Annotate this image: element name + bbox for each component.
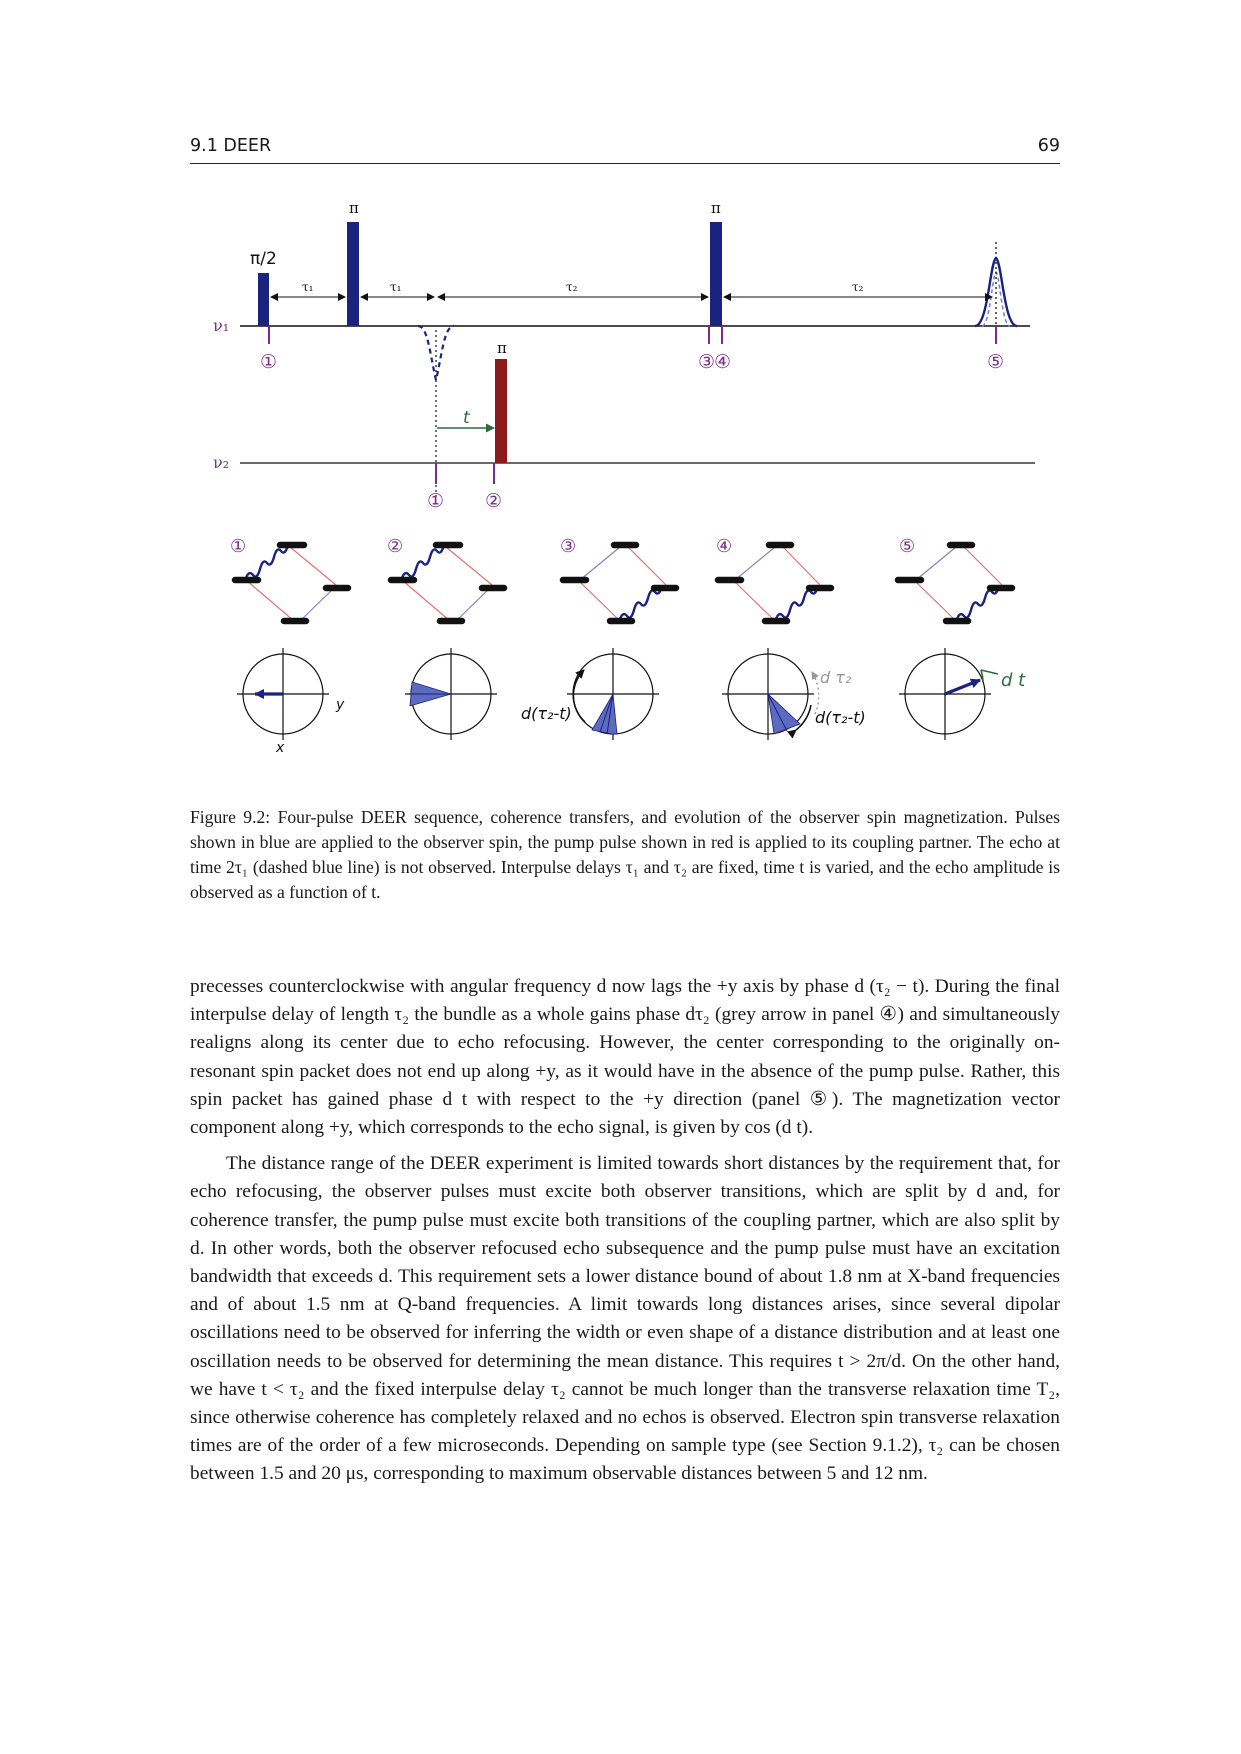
page-number: 69 xyxy=(1037,136,1060,156)
pi-half-label: π/2 xyxy=(250,249,277,269)
grey-phase-label: d τ₂ xyxy=(820,668,852,687)
tau2-label-2: τ₂ xyxy=(852,280,864,294)
panel-3-levels xyxy=(560,536,676,621)
marker-3: ③ xyxy=(698,351,716,373)
panel-3-number: ③ xyxy=(560,536,577,557)
magnetization-panel-2 xyxy=(405,648,497,740)
figure-caption xyxy=(190,805,1060,905)
section-title: 9.1 DEER xyxy=(190,136,272,156)
marker-5: ⑤ xyxy=(987,351,1005,373)
marker-1-top: ① xyxy=(260,351,278,373)
magnetization-panel-3 xyxy=(521,648,659,740)
panel-1-levels xyxy=(230,536,348,621)
pump-channel xyxy=(213,330,1035,512)
tau1-label-2: τ₁ xyxy=(390,280,402,294)
caption-label: Figure 9.2: xyxy=(190,807,271,827)
dt-label: d t xyxy=(1001,670,1026,691)
magnetization-panel-1 xyxy=(237,648,345,756)
observer-channel xyxy=(213,199,1030,380)
pi-label-1: π xyxy=(349,199,359,217)
magnetization-panel-4 xyxy=(722,648,866,740)
tau2-label-1: τ₂ xyxy=(566,280,578,294)
phase-label-4: d(τ₂-t) xyxy=(815,708,866,727)
panel-2-number: ② xyxy=(387,536,404,557)
panel-5-number: ⑤ xyxy=(899,536,916,557)
pi-pulse-1 xyxy=(347,222,359,326)
deer-figure xyxy=(0,0,1241,790)
nu2-label: ν₂ xyxy=(213,453,230,472)
pi-pulse-2 xyxy=(710,222,722,326)
t-label: t xyxy=(463,408,470,428)
marker-1-bottom: ① xyxy=(427,490,445,512)
magnetization-panel-5 xyxy=(899,648,1026,740)
pump-pi-pulse xyxy=(495,359,507,463)
pi-label-2: π xyxy=(711,199,721,217)
axis-x-label: x xyxy=(276,740,285,756)
marker-2-bottom: ② xyxy=(485,490,503,512)
axis-y-label: y xyxy=(336,697,345,713)
pi-half-pulse xyxy=(258,273,269,326)
tau1-label-1: τ₁ xyxy=(302,280,314,294)
marker-4: ④ xyxy=(714,351,732,373)
panel-2-levels xyxy=(387,536,504,621)
panel-5-levels xyxy=(898,536,1012,621)
panel-4-number: ④ xyxy=(716,536,733,557)
panel-1-number: ① xyxy=(230,536,247,557)
pump-pi-label: π xyxy=(497,339,507,357)
nu1-label: ν₁ xyxy=(213,316,230,335)
paragraph-1: precesses counterclockwise with angular frequency d now lags the +y axis by phase d (τ₂ − t). During the final interpulse delay of length τ₂ the bundle as a whole gains phase dτ₂ (grey arrow in panel ④) and simultaneously realigns along its center due to echo refocusing. However, the center corresponding to the originally on-resonant spin packet does not end up along +y, as it would have in the absence of the pump pulse. Rather, this spin packet has gained phase d t with respect to the +y direction (panel ⑤). The magnetization vector component along +y, which corresponds to the echo signal, is given by cos (d t). xyxy=(190,976,1060,1139)
phase-label-3: d(τ₂-t) xyxy=(521,704,572,723)
panel-4-levels xyxy=(716,536,831,621)
paragraph-2: The distance range of the DEER experiment is limited towards short distances by the requirement that, for echo refocusing, the observer pulses must excite both observer transitions, which are split by d and, for coherence transfer, the pump pulse must excite both transitions of the coupling partner, which are also split by d. In other words, both the observer refocused echo subsequence and the pump pulse must have an excitation bandwidth that exceeds d. This requirement sets a lower distance bound of about 1.8 nm at X-band frequencies and of about 1.5 nm at Q-band frequencies. A limit towards long distances arises, since several dipolar oscillations need to be observed for inferring the width or even shape of a distance distribution and at least one oscillation needs to be observed for determining the mean distance. This requires t > 2π/d. On the other hand, we have t < τ₂ and the fixed interpulse delay τ₂ cannot be much longer than the transverse relaxation time T₂, since otherwise coherence has completely relaxed and no echos is observed. Electron spin transverse relaxation times are of the order of a few microseconds. Depending on sample type (see Section 9.1.2), τ₂ can be chosen between 1.5 and 20 μs, corresponding to maximum observable distances between 5 and 12 nm. xyxy=(190,1153,1060,1485)
body-text xyxy=(190,973,1060,1489)
caption-text: Four-pulse DEER sequence, coherence transfers, and evolution of the observer spin magnetization. Pulses shown in blue are applied to the observer spin, the pump pulse shown in red is applied to its coupling partner. The echo at time 2τ₁ (dashed blue line) is not observed. Interpulse delays τ₁ and τ₂ are fixed, time t is varied, and the echo amplitude is observed as a function of t. xyxy=(190,807,1061,902)
